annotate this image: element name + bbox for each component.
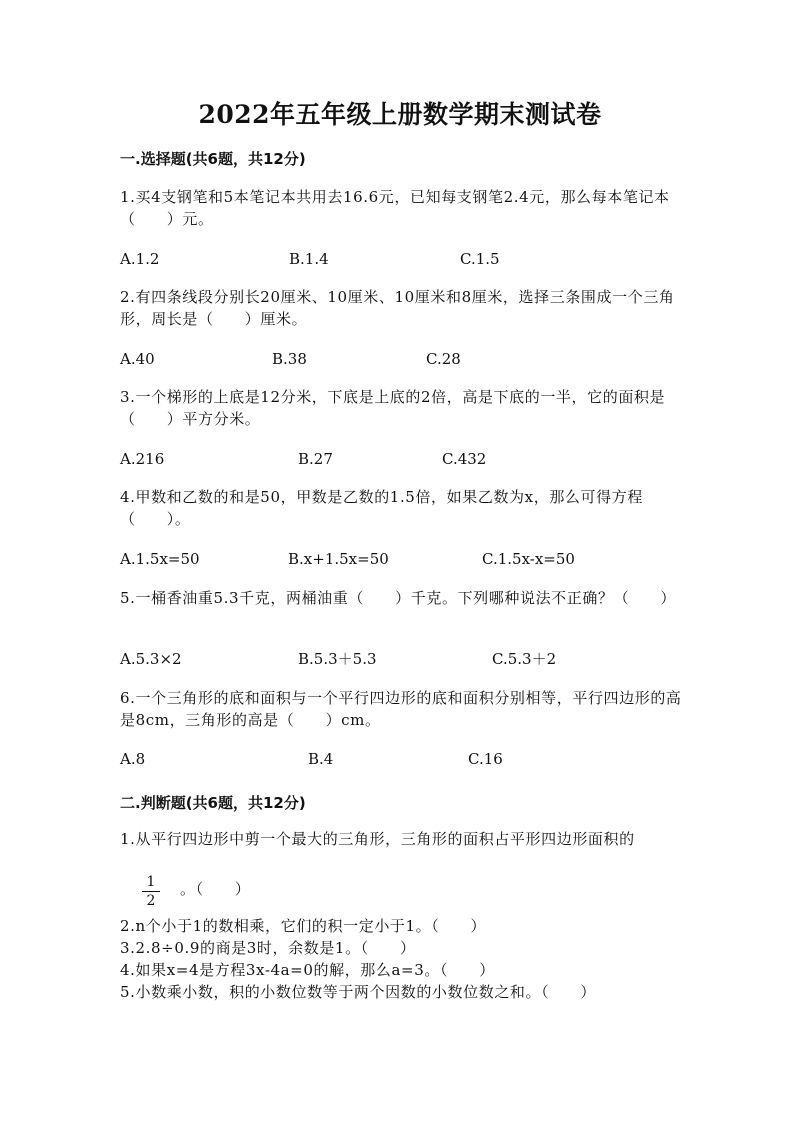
option-b: B.27: [298, 450, 333, 468]
fraction-denominator: 2: [146, 893, 156, 909]
question-2: 2.有四条线段分别长20厘米、10厘米、10厘米和8厘米，选择三条围成一个三角形，周长是（ ）厘米。: [120, 288, 675, 328]
section-1-heading: 一.选择题(共6题，共12分): [120, 150, 306, 168]
judge-question-5: 5.小数乘小数，积的小数位数等于两个因数的小数位数之和。（ ）: [120, 983, 597, 1001]
question-1: 1.买4支钢笔和5本笔记本共用去16.6元，已知每支钢笔2.4元，那么每本笔记本（ ）元。: [120, 188, 670, 228]
page-title: 2022年五年级上册数学期末测试卷: [198, 100, 602, 129]
section-2-heading: 二.判断题(共6题，共12分): [120, 794, 306, 812]
judge-question-4: 4.如果x=4是方程3x-4a=0的解，那么a=3。（ ）: [120, 961, 495, 979]
question-3-options: [120, 448, 690, 470]
option-b: B.x+1.5x=50: [288, 550, 389, 568]
option-b: B.38: [272, 350, 307, 368]
option-c: C.432: [442, 450, 487, 468]
option-a: A.1.2: [120, 250, 160, 268]
question-5-options: [120, 648, 690, 670]
option-a: A.216: [120, 450, 165, 468]
judge-question-1-tail: 。（ ）: [180, 880, 251, 898]
fraction-one-half: [142, 874, 160, 909]
option-b: B.4: [308, 750, 334, 768]
fraction-numerator: 1: [146, 874, 156, 890]
option-a: A.40: [120, 350, 155, 368]
option-c: C.5.3＋2: [492, 650, 557, 668]
option-c: C.28: [426, 350, 461, 368]
question-4: 4.甲数和乙数的和是50，甲数是乙数的1.5倍，如果乙数为x，那么可得方程（ ）。: [120, 488, 643, 528]
question-2-options: [120, 348, 690, 370]
question-6: 6.一个三角形的底和面积与一个平行四边形的底和面积分别相等，平行四边形的高是8cm，三角形的高是（ ）cm。: [120, 689, 682, 729]
question-6-options: [120, 748, 690, 770]
option-c: C.1.5: [460, 250, 500, 268]
option-c: C.16: [468, 750, 503, 768]
question-5: 5.一桶香油重5.3千克，两桶油重（ ）千克。下列哪种说法不正确？（ ）: [120, 589, 676, 607]
option-a: A.5.3×2: [120, 650, 182, 668]
judge-question-1: 1.从平行四边形中剪一个最大的三角形，三角形的面积占平形四边形面积的: [120, 830, 635, 848]
fraction-bar: [142, 891, 160, 892]
option-c: C.1.5x-x=50: [482, 550, 575, 568]
question-1-options: [120, 248, 690, 270]
question-3: 3.一个梯形的上底是12分米，下底是上底的2倍，高是下底的一半，它的面积是（ ）平方分米。: [120, 388, 666, 428]
judge-question-2: 2.n个小于1的数相乘，它们的积一定小于1。（ ）: [120, 917, 487, 935]
option-a: A.8: [120, 750, 146, 768]
judge-question-3: 3.2.8÷0.9的商是3时，余数是1。（ ）: [120, 939, 416, 957]
option-a: A.1.5x=50: [120, 550, 200, 568]
option-b: B.1.4: [289, 250, 329, 268]
option-b: B.5.3＋5.3: [298, 650, 377, 668]
question-4-options: [120, 548, 690, 570]
